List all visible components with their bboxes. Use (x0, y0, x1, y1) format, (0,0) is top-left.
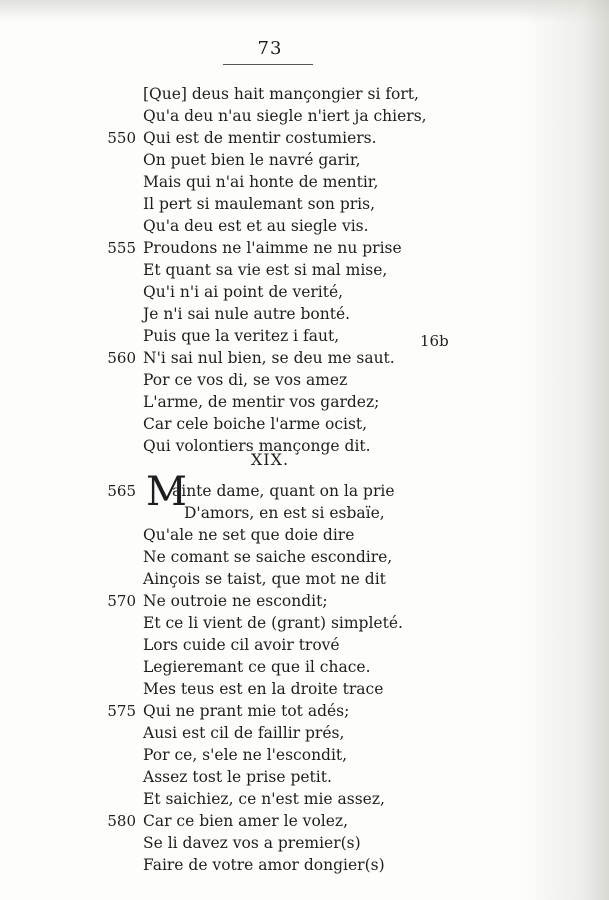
verse-text: [Que] deus hait mançongier si fort, (143, 85, 419, 103)
verse-text: Qu'a deu n'au siegle n'iert ja chiers, (143, 107, 427, 125)
page-top-shadow (0, 0, 609, 22)
verse-text: Ne outroie ne escondit; (143, 592, 328, 610)
verse-text: Il pert si maulemant son pris, (143, 195, 376, 213)
verse-text: Assez tost le prise petit. (143, 768, 332, 786)
verse-text: Qu'i n'i ai point de verité, (143, 283, 344, 301)
line-number: 560 (107, 349, 136, 367)
verse-text: Legieremant ce que il chace. (143, 658, 371, 676)
verse-text: Et quant sa vie est si mal mise, (143, 261, 388, 279)
verse-text: Ausi est cil de faillir prés, (143, 724, 345, 742)
verse-text: Proudons ne l'aimme ne nu prise (143, 239, 402, 257)
verse-text: D'amors, en est si esbaïe, (184, 504, 385, 522)
verse-text: Por ce, s'ele ne l'escondit, (143, 746, 348, 764)
verse-text: On puet bien le navré garir, (143, 151, 361, 169)
verse-text: Faire de votre amor dongier(s) (143, 856, 385, 874)
verse-text: Je n'i sai nule autre bonté. (143, 305, 351, 323)
verse-text: Et ce li vient de (grant) simpleté. (143, 614, 403, 632)
verse-text: Qui volontiers mançonge dit. (143, 437, 371, 455)
line-number: 555 (107, 239, 136, 257)
verse-text: Se li davez vos a premier(s) (143, 834, 361, 852)
verse-text: Qu'a deu est et au siegle vis. (143, 217, 369, 235)
verse-text: Por ce vos di, se vos amez (143, 371, 348, 389)
line-number: 565 (107, 482, 136, 500)
verse-text: Car cele boiche l'arme ocist, (143, 415, 368, 433)
verse-text: Ne comant se saiche escondire, (143, 548, 393, 566)
section-heading: XIX. (250, 450, 290, 469)
verse-text: Qui ne prant mie tot adés; (143, 702, 350, 720)
verse-text: Mais qui n'ai honte de mentir, (143, 173, 379, 191)
line-number: 550 (107, 129, 136, 147)
verse-text: Et saichiez, ce n'est mie assez, (143, 790, 385, 808)
verse-text: ainte dame, quant on la prie (172, 482, 395, 500)
line-number: 575 (107, 702, 136, 720)
verse-text: L'arme, de mentir vos gardez; (143, 393, 380, 411)
verse-text: Qui est de mentir costumiers. (143, 129, 377, 147)
verse-text: Ainçois se taist, que mot ne dit (143, 570, 386, 588)
verse-text: Mes teus est en la droite trace (143, 680, 384, 698)
verse-text: Lors cuide cil avoir trové (143, 636, 340, 654)
page-number-rule (223, 64, 313, 65)
verse-text: Puis que la veritez i faut, (143, 327, 340, 345)
line-number: 580 (107, 812, 136, 830)
line-number: 570 (107, 592, 136, 610)
verse-text: Car ce bien amer le volez, (143, 812, 348, 830)
verse-text: Qu'ale ne set que doie dire (143, 526, 355, 544)
margin-note: 16b (420, 332, 449, 350)
verse-text: N'i sai nul bien, se deu me saut. (143, 349, 395, 367)
page-number: 73 (257, 38, 283, 59)
drop-cap: M (146, 469, 187, 515)
